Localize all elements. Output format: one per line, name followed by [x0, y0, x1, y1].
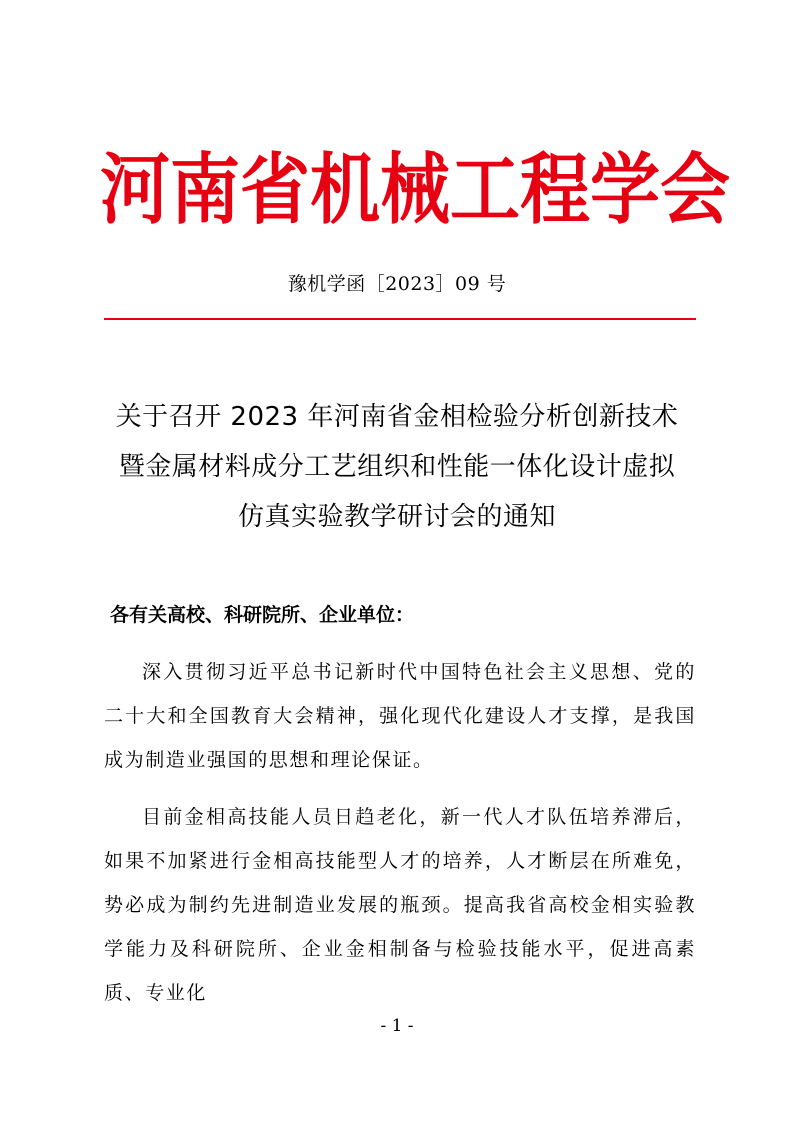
letterhead-char: 河: [100, 143, 170, 236]
notice-title-line: 仿真实验教学研讨会的通知: [237, 502, 556, 532]
notice-title-line: 暨金属材料成分工艺组织和性能一体化设计虚拟: [118, 452, 676, 482]
letterhead-char: 工: [450, 143, 520, 236]
red-divider-line: [104, 318, 696, 320]
page-number: - 1 -: [380, 1016, 414, 1036]
body-paragraph: 深入贯彻习近平总书记新时代中国特色社会主义思想、党的二十大和全国教育大会精神，强化现代化建设人才支撑，是我国成为制造业强国的思想和理论保证。: [104, 661, 696, 771]
letterhead-char: 省: [240, 143, 310, 236]
letterhead-char: 机: [310, 143, 380, 236]
letterhead-char: 南: [170, 143, 240, 236]
salutation: 各有关高校、科研院所、企业单位：: [110, 604, 415, 626]
notice-title: [90, 392, 704, 542]
letterhead-char: 械: [380, 143, 450, 236]
organization-letterhead: [100, 140, 730, 240]
document-number: 豫机学函［2023］09 号: [287, 273, 507, 295]
body-paragraph: 目前金相高技能人员日趋老化，新一代人才队伍培养滞后，如果不加紧进行金相高技能型人才的培养，人才断层在所难免，势必成为制约先进制造业发展的瓶颈。提高我省高校金相实验教学能力及科研院所、企业金相制备与检验技能水平，促进高素质、专业化: [104, 806, 696, 1004]
notice-title-line: 关于召开 2023 年河南省金相检验分析创新技术: [115, 402, 679, 432]
letterhead-char: 学: [590, 143, 660, 236]
letterhead-char: 程: [520, 143, 590, 236]
letterhead-char: 会: [660, 143, 730, 236]
